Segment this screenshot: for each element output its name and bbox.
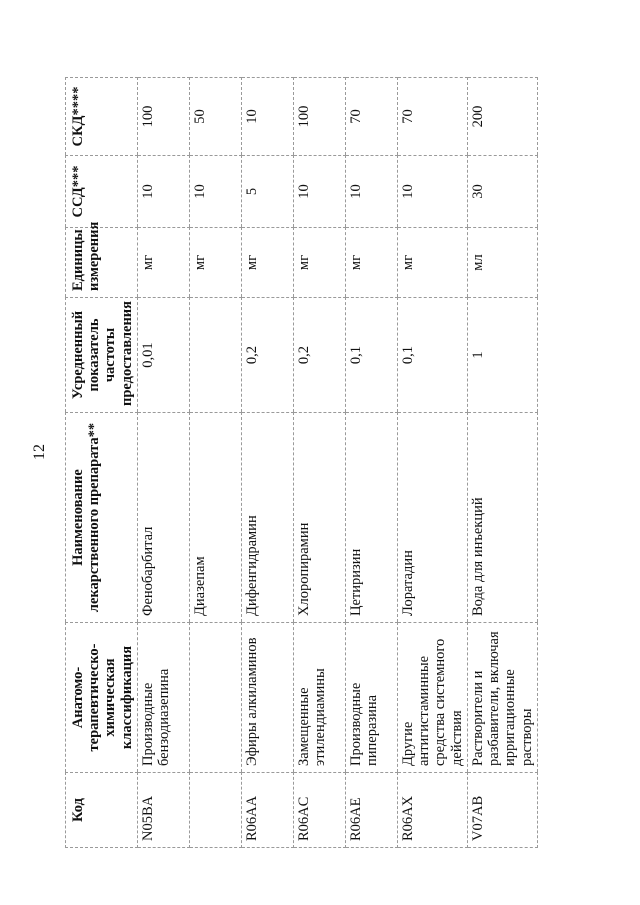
cell-skd: 200 — [467, 78, 537, 156]
cell-classification: Растворители и разбавители, включая ирригационные растворы — [467, 623, 537, 773]
rotated-table-container — [65, 78, 545, 848]
cell-classification: Эфиры алкиламинов — [241, 623, 293, 773]
cell-code: V07AB — [467, 773, 537, 848]
cell-frequency: 0,1 — [345, 298, 397, 413]
cell-frequency: 0,01 — [137, 298, 189, 413]
header-frequency: Усредненный показатель частоты предоставления — [66, 298, 138, 413]
cell-ssd: 10 — [397, 156, 467, 228]
cell-frequency: 1 — [467, 298, 537, 413]
header-ssd: ССД*** — [66, 156, 138, 228]
cell-classification — [189, 623, 241, 773]
cell-units: мг — [397, 228, 467, 298]
cell-ssd: 10 — [293, 156, 345, 228]
table-row — [397, 78, 467, 848]
cell-code: R06AC — [293, 773, 345, 848]
table-row — [467, 78, 537, 848]
cell-units: мг — [189, 228, 241, 298]
cell-ssd: 10 — [189, 156, 241, 228]
cell-skd: 50 — [189, 78, 241, 156]
cell-classification: Замещенные этилендиамины — [293, 623, 345, 773]
cell-ssd: 10 — [137, 156, 189, 228]
header-classification: Анатомо-терапевтическо-химическая классификация — [66, 623, 138, 773]
cell-skd: 100 — [137, 78, 189, 156]
cell-classification: Другие антигистаминные средства системного действия — [397, 623, 467, 773]
cell-ssd: 5 — [241, 156, 293, 228]
cell-drug-name: Вода для инъекций — [467, 413, 537, 623]
cell-code — [189, 773, 241, 848]
cell-units: мг — [241, 228, 293, 298]
cell-units: мг — [293, 228, 345, 298]
cell-frequency: 0,2 — [293, 298, 345, 413]
cell-classification: Производные бензодиазепина — [137, 623, 189, 773]
cell-code: N05BA — [137, 773, 189, 848]
cell-frequency: 0,2 — [241, 298, 293, 413]
table-row — [189, 78, 241, 848]
header-drug-name: Наименование лекарственного препарата** — [66, 413, 138, 623]
cell-drug-name: Лоратадин — [397, 413, 467, 623]
cell-frequency — [189, 298, 241, 413]
cell-classification: Производные пиперазина — [345, 623, 397, 773]
header-skd: СКД**** — [66, 78, 138, 156]
cell-drug-name: Дифенгидрамин — [241, 413, 293, 623]
table-row — [241, 78, 293, 848]
cell-drug-name: Хлоропирамин — [293, 413, 345, 623]
table-header-row — [66, 78, 138, 848]
table-row — [293, 78, 345, 848]
cell-units: мг — [137, 228, 189, 298]
cell-code: R06AX — [397, 773, 467, 848]
cell-drug-name: Цетиризин — [345, 413, 397, 623]
cell-code: R06AE — [345, 773, 397, 848]
cell-skd: 70 — [397, 78, 467, 156]
cell-skd: 10 — [241, 78, 293, 156]
cell-units: мг — [345, 228, 397, 298]
cell-drug-name: Фенобарбитал — [137, 413, 189, 623]
table-row — [345, 78, 397, 848]
drug-table — [65, 77, 538, 848]
cell-frequency: 0,1 — [397, 298, 467, 413]
cell-ssd: 30 — [467, 156, 537, 228]
cell-skd: 70 — [345, 78, 397, 156]
cell-units: мл — [467, 228, 537, 298]
cell-code: R06AA — [241, 773, 293, 848]
cell-ssd: 10 — [345, 156, 397, 228]
header-code: Код — [66, 773, 138, 848]
table-row — [137, 78, 189, 848]
cell-drug-name: Диазепам — [189, 413, 241, 623]
header-units: Единицы измерения — [66, 228, 138, 298]
cell-skd: 100 — [293, 78, 345, 156]
page-number: 12 — [31, 444, 48, 460]
